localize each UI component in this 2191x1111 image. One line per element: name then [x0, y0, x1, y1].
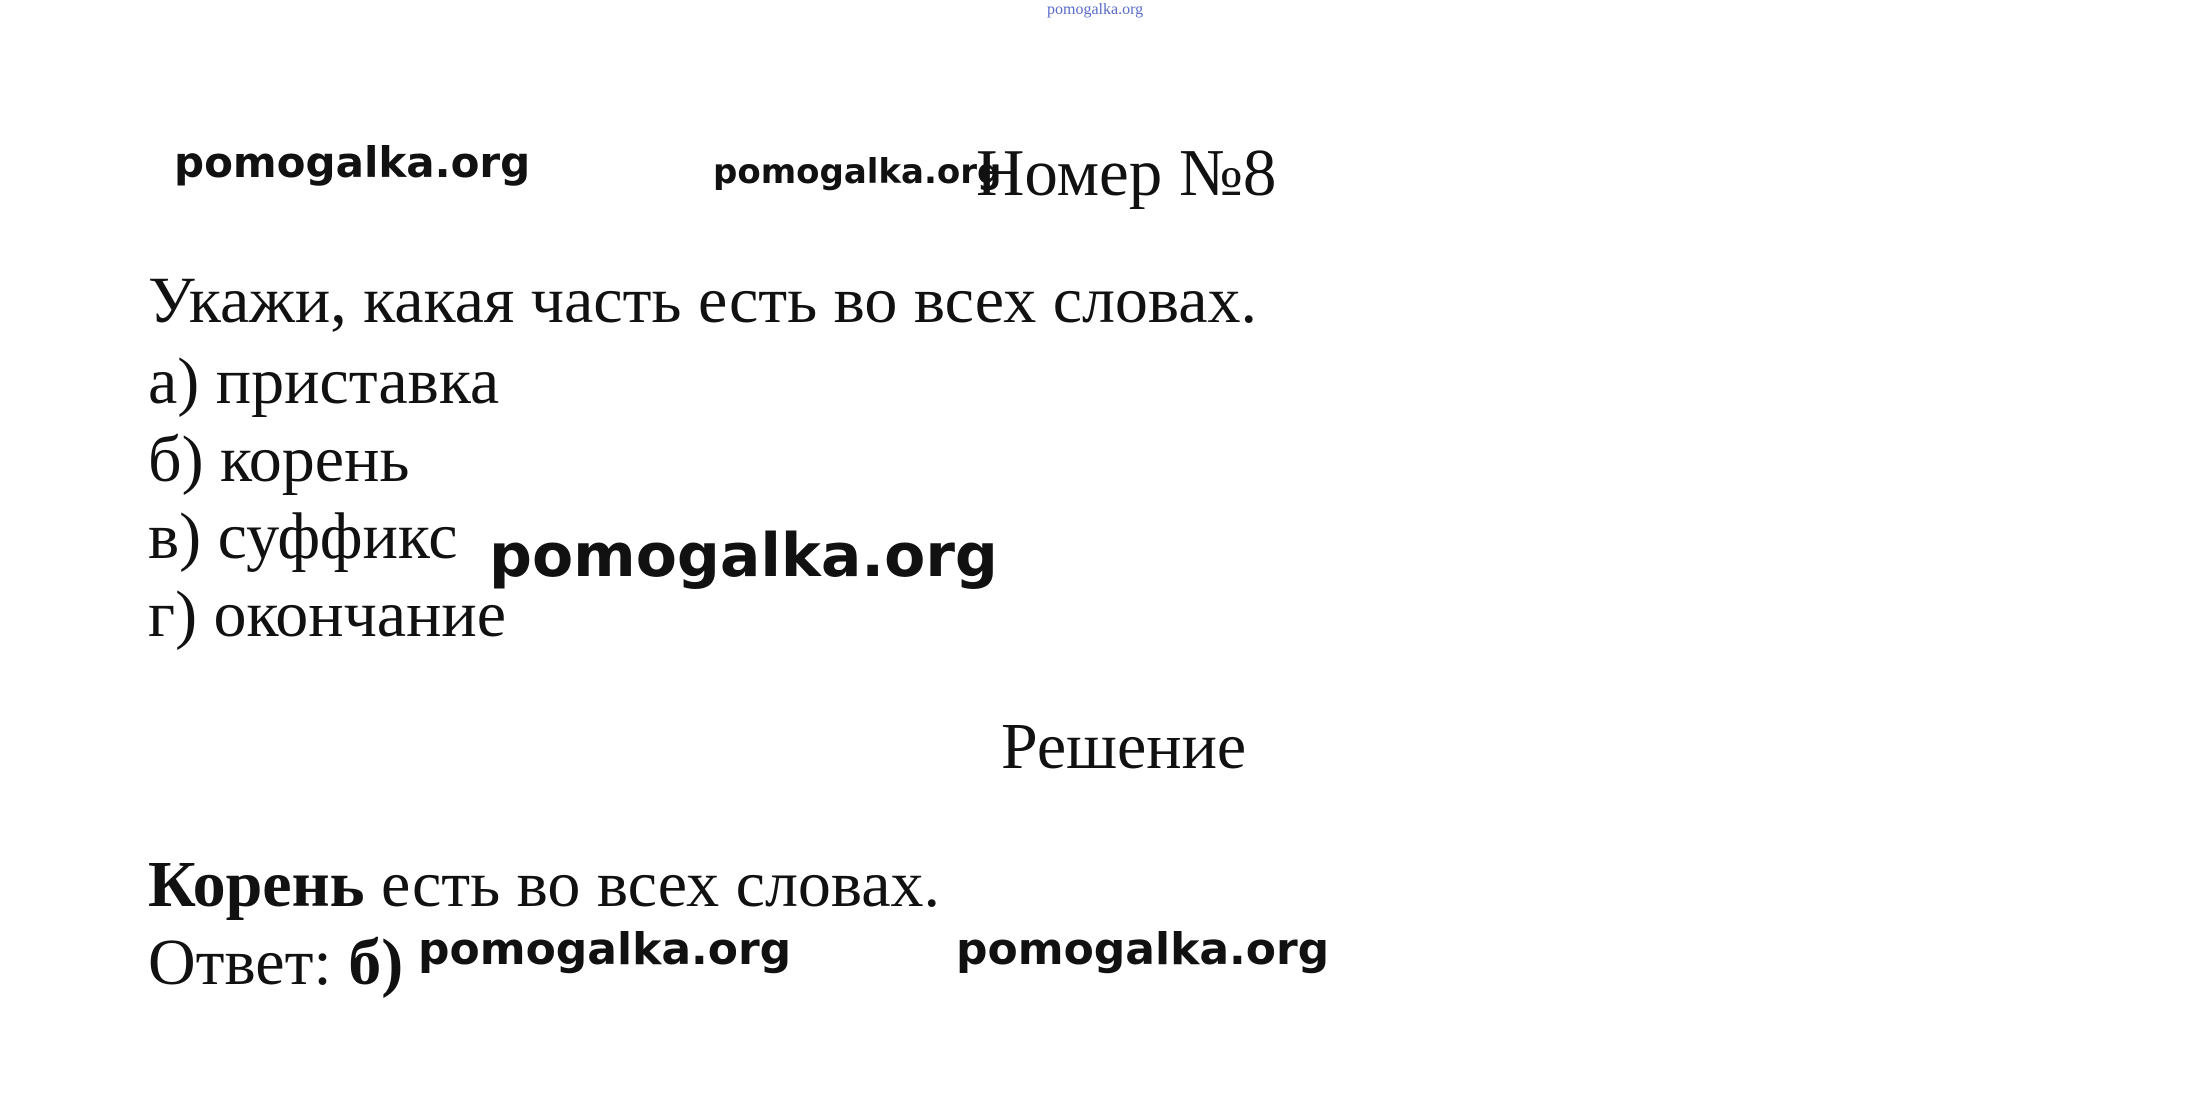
answer-value: б) — [348, 926, 404, 999]
watermark: pomogalka.org — [174, 138, 531, 187]
watermark: pomogalka.org — [489, 521, 998, 591]
answer-line — [148, 926, 404, 999]
task-question: Укажи, какая часть есть во всех словах. — [148, 264, 1258, 337]
explanation-text: есть во всех словах. — [364, 848, 941, 921]
explanation-bold: Корень — [148, 848, 365, 921]
solution-explanation — [148, 848, 941, 921]
option-b: б) корень — [148, 423, 410, 496]
option-a: а) приставка — [148, 345, 500, 418]
watermark: pomogalka.org — [713, 152, 1002, 192]
solution-heading: Решение — [1001, 710, 1247, 783]
watermark: pomogalka.org — [956, 924, 1330, 975]
task-title: Номер №8 — [976, 136, 1277, 210]
option-d: г) окончание — [148, 578, 507, 651]
watermark: pomogalka.org — [418, 924, 792, 975]
option-c: в) суффикс — [148, 500, 458, 573]
answer-label: Ответ: — [148, 926, 349, 999]
top-watermark: pomogalka.org — [1047, 1, 1144, 18]
